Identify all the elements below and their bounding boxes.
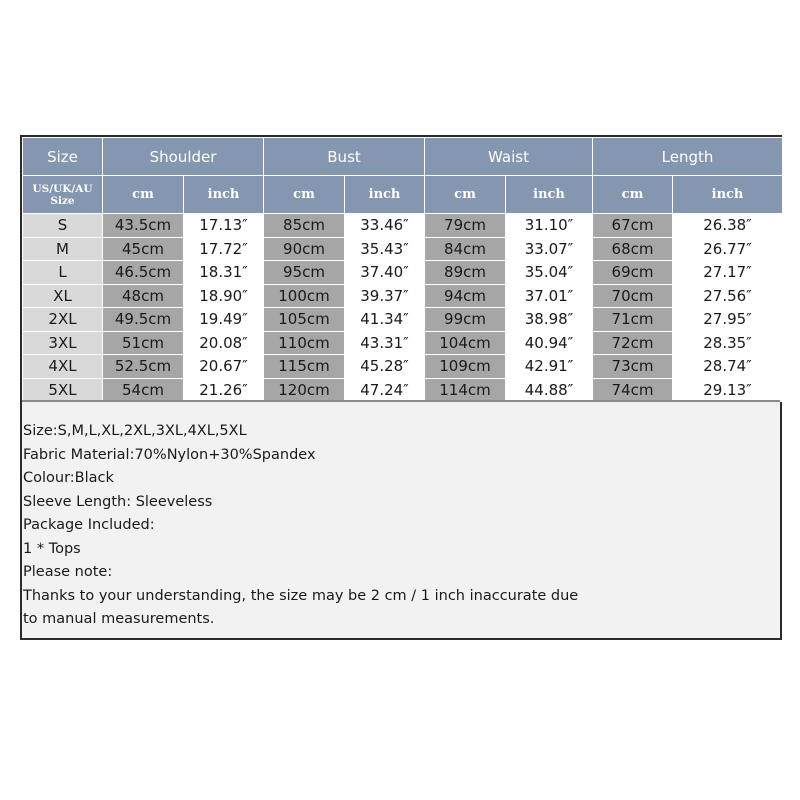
length-inch-cell: 28.35″ — [673, 331, 783, 355]
bust-inch-cell: 45.28″ — [345, 355, 425, 379]
length-inch-cell: 26.38″ — [673, 214, 783, 238]
bust-inch-cell: 41.34″ — [345, 308, 425, 332]
waist-inch-cell: 31.10″ — [506, 214, 593, 238]
product-notes — [22, 400, 780, 638]
unit-inch-header: inch — [345, 176, 425, 214]
bust-cm-cell: 120cm — [264, 378, 345, 402]
length-inch-cell: 27.95″ — [673, 308, 783, 332]
bust-inch-cell: 47.24″ — [345, 378, 425, 402]
table-row — [23, 378, 783, 402]
shoulder-inch-cell: 17.72″ — [184, 237, 264, 261]
length-header: Length — [593, 138, 783, 176]
size-cell: 3XL — [23, 331, 103, 355]
length-inch-cell: 26.77″ — [673, 237, 783, 261]
size-cell: XL — [23, 284, 103, 308]
length-cm-cell: 72cm — [593, 331, 673, 355]
length-cm-cell: 73cm — [593, 355, 673, 379]
waist-inch-cell: 33.07″ — [506, 237, 593, 261]
waist-cm-cell: 109cm — [425, 355, 506, 379]
length-inch-cell: 27.56″ — [673, 284, 783, 308]
unit-cm-header: cm — [425, 176, 506, 214]
length-cm-cell: 70cm — [593, 284, 673, 308]
region-label: US/UK/AU — [32, 182, 93, 195]
waist-cm-cell: 94cm — [425, 284, 506, 308]
table-row — [23, 261, 783, 285]
size-cell: M — [23, 237, 103, 261]
table-row — [23, 237, 783, 261]
region-size-header — [23, 176, 103, 214]
region-size-label: Size — [50, 194, 75, 207]
unit-inch-header: inch — [184, 176, 264, 214]
shoulder-inch-cell: 20.08″ — [184, 331, 264, 355]
length-inch-cell: 28.74″ — [673, 355, 783, 379]
size-cell: L — [23, 261, 103, 285]
size-table — [22, 137, 783, 402]
size-cell: 2XL — [23, 308, 103, 332]
shoulder-inch-cell: 21.26″ — [184, 378, 264, 402]
waist-cm-cell: 99cm — [425, 308, 506, 332]
shoulder-inch-cell: 18.31″ — [184, 261, 264, 285]
length-cm-cell: 68cm — [593, 237, 673, 261]
shoulder-cm-cell: 48cm — [103, 284, 184, 308]
waist-inch-cell: 38.98″ — [506, 308, 593, 332]
unit-cm-header: cm — [593, 176, 673, 214]
waist-inch-cell: 35.04″ — [506, 261, 593, 285]
length-inch-cell: 27.17″ — [673, 261, 783, 285]
shoulder-inch-cell: 18.90″ — [184, 284, 264, 308]
waist-cm-cell: 104cm — [425, 331, 506, 355]
note-line: Please note: — [23, 564, 113, 580]
shoulder-cm-cell: 51cm — [103, 331, 184, 355]
shoulder-inch-cell: 19.49″ — [184, 308, 264, 332]
bust-cm-cell: 85cm — [264, 214, 345, 238]
size-header: Size — [23, 138, 103, 176]
shoulder-cm-cell: 54cm — [103, 378, 184, 402]
unit-cm-header: cm — [103, 176, 184, 214]
bust-cm-cell: 110cm — [264, 331, 345, 355]
shoulder-cm-cell: 43.5cm — [103, 214, 184, 238]
shoulder-header: Shoulder — [103, 138, 264, 176]
bust-inch-cell: 37.40″ — [345, 261, 425, 285]
bust-header: Bust — [264, 138, 425, 176]
note-line: Colour:Black — [23, 470, 114, 486]
unit-inch-header: inch — [506, 176, 593, 214]
shoulder-inch-cell: 20.67″ — [184, 355, 264, 379]
table-row — [23, 308, 783, 332]
bust-inch-cell: 43.31″ — [345, 331, 425, 355]
length-cm-cell: 71cm — [593, 308, 673, 332]
table-row — [23, 284, 783, 308]
note-line: Size:S,M,L,XL,2XL,3XL,4XL,5XL — [23, 423, 247, 439]
waist-cm-cell: 84cm — [425, 237, 506, 261]
shoulder-cm-cell: 49.5cm — [103, 308, 184, 332]
length-cm-cell: 74cm — [593, 378, 673, 402]
bust-cm-cell: 115cm — [264, 355, 345, 379]
header-row-units — [23, 176, 783, 214]
note-line: Package Included: — [23, 517, 155, 533]
waist-inch-cell: 44.88″ — [506, 378, 593, 402]
shoulder-inch-cell: 17.13″ — [184, 214, 264, 238]
bust-inch-cell: 35.43″ — [345, 237, 425, 261]
note-line: Sleeve Length: Sleeveless — [23, 493, 213, 510]
unit-cm-header: cm — [264, 176, 345, 214]
waist-header: Waist — [425, 138, 593, 176]
waist-cm-cell: 89cm — [425, 261, 506, 285]
bust-cm-cell: 100cm — [264, 284, 345, 308]
bust-inch-cell: 33.46″ — [345, 214, 425, 238]
size-cell: S — [23, 214, 103, 238]
bust-inch-cell: 39.37″ — [345, 284, 425, 308]
waist-cm-cell: 79cm — [425, 214, 506, 238]
shoulder-cm-cell: 52.5cm — [103, 355, 184, 379]
shoulder-cm-cell: 45cm — [103, 237, 184, 261]
size-rows — [23, 214, 783, 402]
bust-cm-cell: 90cm — [264, 237, 345, 261]
shoulder-cm-cell: 46.5cm — [103, 261, 184, 285]
length-cm-cell: 67cm — [593, 214, 673, 238]
size-cell: 4XL — [23, 355, 103, 379]
table-row — [23, 331, 783, 355]
size-cell: 5XL — [23, 378, 103, 402]
header-row-measurements — [23, 138, 783, 176]
waist-inch-cell: 42.91″ — [506, 355, 593, 379]
length-inch-cell: 29.13″ — [673, 378, 783, 402]
note-line: to manual measurements. — [23, 611, 215, 627]
table-row — [23, 214, 783, 238]
length-cm-cell: 69cm — [593, 261, 673, 285]
note-line: Fabric Material:70%Nylon+30%Spandex — [23, 446, 316, 463]
size-chart — [20, 135, 782, 640]
note-line: 1 * Tops — [23, 540, 81, 557]
bust-cm-cell: 105cm — [264, 308, 345, 332]
table-row — [23, 355, 783, 379]
waist-inch-cell: 37.01″ — [506, 284, 593, 308]
unit-inch-header: inch — [673, 176, 783, 214]
bust-cm-cell: 95cm — [264, 261, 345, 285]
waist-inch-cell: 40.94″ — [506, 331, 593, 355]
note-line: Thanks to your understanding, the size may be 2 cm / 1 inch inaccurate due — [23, 587, 579, 604]
waist-cm-cell: 114cm — [425, 378, 506, 402]
